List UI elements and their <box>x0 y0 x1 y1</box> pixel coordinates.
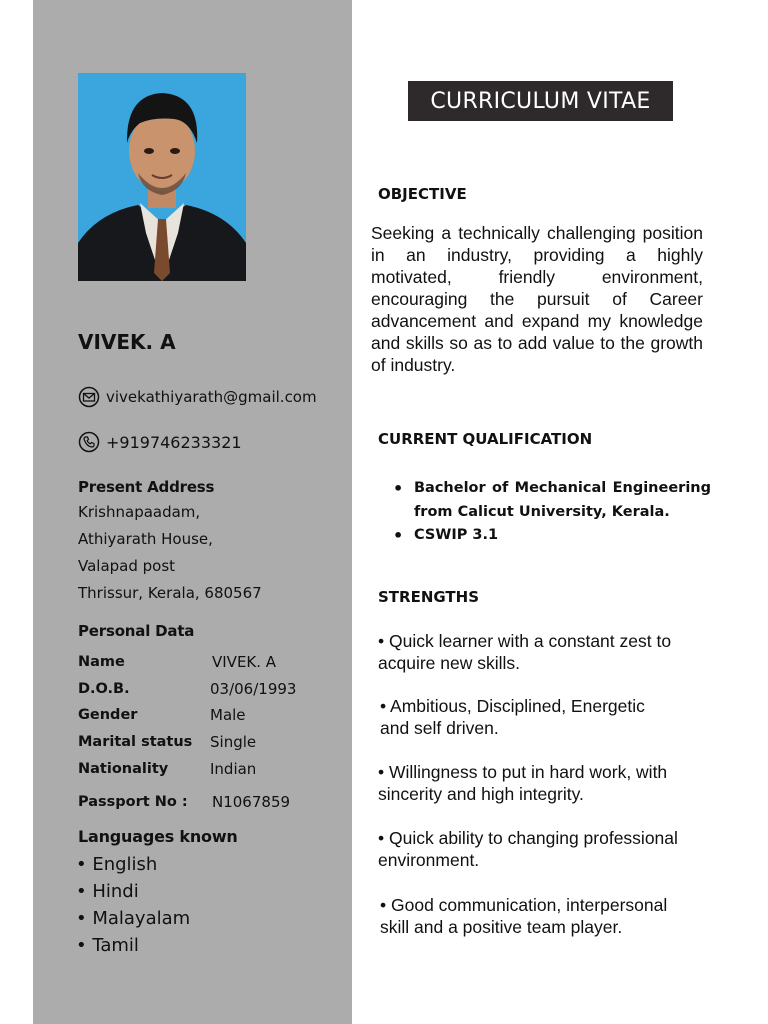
address-line: Valapad post <box>78 557 176 575</box>
email-address[interactable]: vivekathiyarath@gmail.com <box>106 388 317 406</box>
qualification-item: • Bachelor of Mechanical Engineering from Calicut University, Kerala. <box>393 477 711 524</box>
strength-item: • Ambitious, Disciplined, Energetic and self driven. <box>380 696 645 738</box>
address-line: Athiyarath House, <box>78 530 213 548</box>
qualification-list <box>393 477 711 548</box>
phone-icon <box>78 431 100 453</box>
personal-data-label: Gender <box>78 707 138 723</box>
personal-data-value: 03/06/1993 <box>210 680 297 698</box>
personal-data-value: N1067859 <box>212 793 291 811</box>
qualification-item: • CSWIP 3.1 <box>393 524 711 548</box>
phone-row <box>78 431 242 453</box>
personal-data-label: Marital status <box>78 734 193 750</box>
email-icon <box>78 386 100 408</box>
objective-text: Seeking a technically challenging position in an industry, providing a highly motivated, friendly environment, encouraging the pursuit of Career advancement and expand my knowledge and skills so as to add value to the growth of industry. <box>371 223 703 375</box>
strengths-heading: STRENGTHS <box>378 588 480 606</box>
candidate-name: VIVEK. A <box>78 330 176 354</box>
personal-data-value: Male <box>210 706 246 724</box>
language-item: • Hindi <box>76 881 139 902</box>
strength-item: • Quick learner with a constant zest to acquire new skills. <box>378 631 672 673</box>
personal-data-label: Nationality <box>78 761 169 777</box>
personal-data-label: Passport No : <box>78 794 188 810</box>
phone-number[interactable]: +919746233321 <box>106 432 242 452</box>
strength-item: • Good communication, interpersonal skill and a positive team player. <box>380 895 668 937</box>
personal-data-label: D.O.B. <box>78 681 130 697</box>
profile-photo <box>78 73 246 281</box>
strength-item: • Willingness to put in hard work, with sincerity and high integrity. <box>378 762 668 804</box>
objective-heading: OBJECTIVE <box>378 185 467 203</box>
email-row <box>78 386 317 408</box>
personal-data-value: Single <box>210 733 257 751</box>
personal-data-value: Indian <box>210 760 257 778</box>
personal-data-heading: Personal Data <box>78 622 195 640</box>
address-line: Thrissur, Kerala, 680567 <box>78 584 262 602</box>
qualification-heading: CURRENT QUALIFICATION <box>378 430 593 448</box>
language-item: • English <box>76 854 158 875</box>
language-item: • Malayalam <box>76 908 191 929</box>
language-item: • Tamil <box>76 935 139 956</box>
strength-item: • Quick ability to changing professional environment. <box>378 828 678 870</box>
address-line: Krishnapaadam, <box>78 503 201 521</box>
languages-heading: Languages known <box>78 827 238 846</box>
personal-data-value: VIVEK. A <box>212 653 277 671</box>
document-title: CURRICULUM VITAE <box>408 81 673 121</box>
present-address-heading: Present Address <box>78 478 215 496</box>
personal-data-label: Name <box>78 654 125 670</box>
